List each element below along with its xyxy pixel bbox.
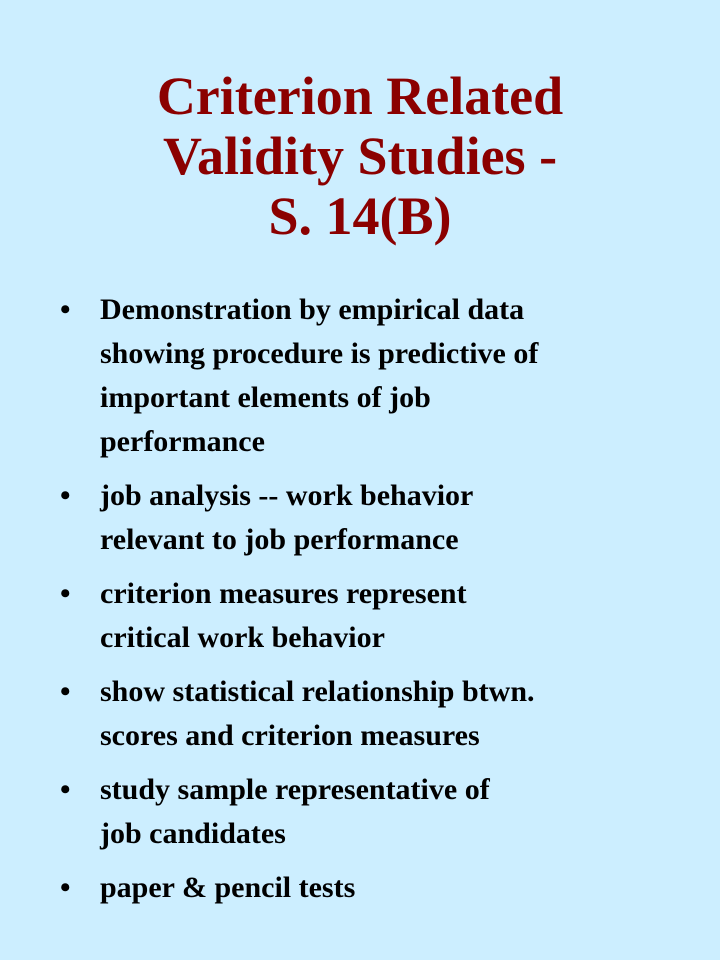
bullet-item: [0, 670, 720, 758]
bullet-line: showing procedure is predictive of: [100, 337, 539, 370]
slide-title: [0, 66, 720, 246]
bullet-line: job analysis -- work behavior: [100, 479, 474, 512]
bullet-marker: •: [60, 871, 71, 904]
bullet-marker: •: [60, 577, 71, 610]
bullet-marker: •: [60, 773, 71, 806]
title-line-1: Criterion Related: [156, 66, 564, 126]
bullet-line: study sample representative of: [100, 773, 490, 806]
bullet-line: job candidates: [100, 817, 286, 850]
title-line-2: Validity Studies -: [162, 126, 558, 186]
bullet-line: performance: [100, 425, 265, 458]
bullet-item: [0, 572, 720, 660]
bullet-line: relevant to job performance: [100, 523, 459, 556]
bullet-line: important elements of job: [100, 381, 431, 414]
bullet-item: [0, 288, 720, 464]
bullet-line: show statistical relationship btwn.: [100, 675, 535, 708]
bullet-line: Demonstration by empirical data: [100, 293, 525, 326]
bullet-item: [0, 768, 720, 856]
bullet-line: paper & pencil tests: [100, 871, 356, 904]
bullet-line: critical work behavior: [100, 621, 385, 654]
bullet-marker: •: [60, 293, 71, 326]
bullet-marker: •: [60, 479, 71, 512]
title-line-3: S. 14(B): [268, 186, 452, 246]
bullet-line: criterion measures represent: [100, 577, 467, 610]
bullet-item: [0, 866, 720, 910]
bullet-line: scores and criterion measures: [100, 719, 480, 752]
bullet-list: [0, 288, 720, 920]
bullet-item: [0, 474, 720, 562]
bullet-marker: •: [60, 675, 71, 708]
